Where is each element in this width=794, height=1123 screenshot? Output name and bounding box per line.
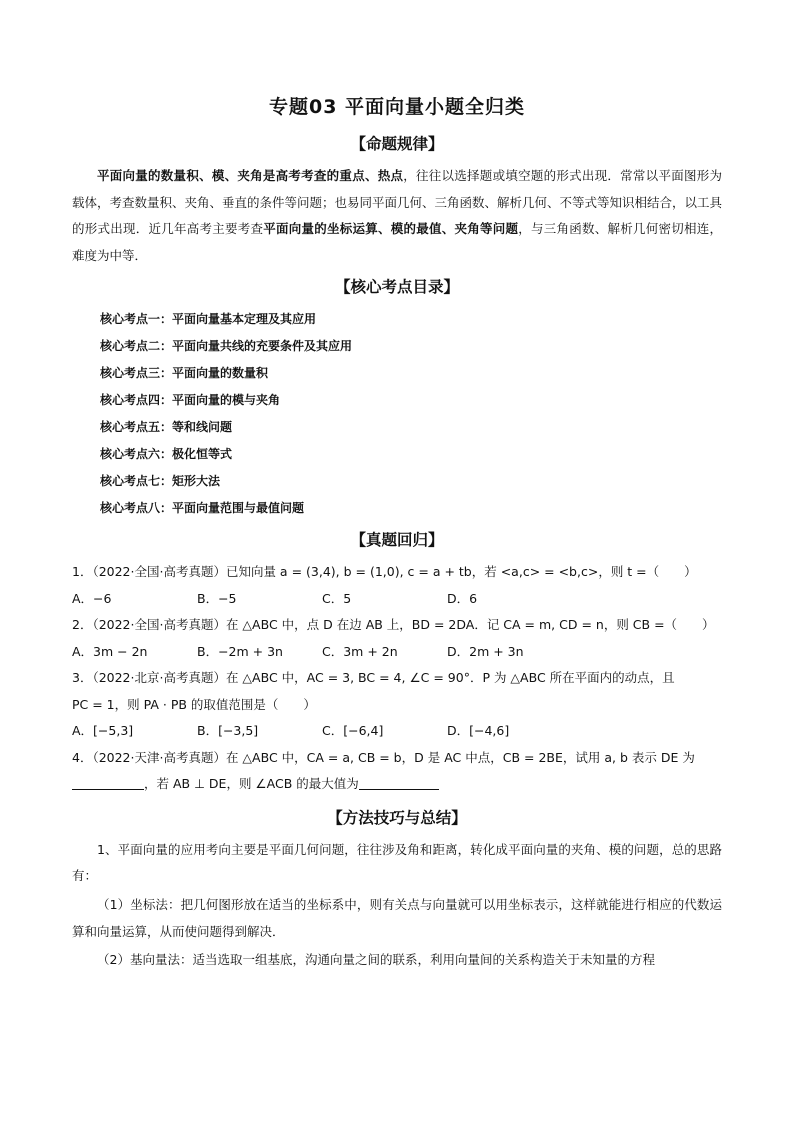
rule-text-1: ，往往以选择题或填空题的形式出现．常常以平面图形为载体，考查数量积、夹角、垂直的条件等问题；也易同平面几何、三角函数、解析几何、不等式等知识相结合，以工具的形式出现．近几年高考主要考查 xyxy=(72,168,723,237)
page-title: 专题03 平面向量小题全归类 xyxy=(268,96,526,118)
rule-paragraph xyxy=(72,163,722,269)
toc-list xyxy=(72,306,722,522)
method-paragraph-1b: （2）基向量法：适当选取一组基底，沟通向量之间的联系，利用向量间的关系构造关于未知量的方程 xyxy=(97,952,655,968)
real-heading: 【真题回归】 xyxy=(350,531,444,550)
option-d: D．[−4,6] xyxy=(447,723,510,739)
option-c: C．[−6,4] xyxy=(322,723,384,739)
method-paragraph-1a: （1）坐标法：把几何图形放在适当的坐标系中，则有关点与向量就可以用坐标表示，这样就能进行相应的代数运算和向量运算，从而使问题得到解决． xyxy=(72,897,722,939)
question-3-stem-line1: 3．（2022·北京·高考真题）在 △ABC 中，AC = 3, BC = 4, ∠C = 90°．P 为 △ABC 所在平面内的动点，且 xyxy=(72,670,675,686)
option-d: D．2m + 3n xyxy=(447,643,524,659)
toc-item: 核心考点八：平面向量范围与最值问题 xyxy=(100,501,305,516)
question-3-stem-line2: PC = 1，则 PA · PB 的取值范围是（ ） xyxy=(72,696,316,712)
option-a: A．3m − 2n xyxy=(72,643,148,659)
question-4-stem-line1: 4．（2022·天津·高考真题）在 △ABC 中，CA = a, CB = b，D 是 AC 中点，CB = 2BE，试用 a, b 表示 DE 为 xyxy=(72,749,695,765)
option-c: C．3m + 2n xyxy=(322,643,398,659)
option-c: C．5 xyxy=(322,590,352,606)
question-1-stem: 1．（2022·全国·高考真题）已知向量 a = (3,4), b = (1,0), c = a + tb，若 <a,c> = <b,c>，则 t =（ ） xyxy=(72,564,697,580)
option-a: A．−6 xyxy=(72,590,112,606)
question-3-options xyxy=(72,718,722,745)
question-2-stem: 2．（2022·全国·高考真题）在 △ABC 中，点 D 在边 AB 上，BD = 2DA．记 CA = m, CD = n，则 CB =（ ） xyxy=(72,617,715,633)
question-2-options xyxy=(72,639,722,666)
toc-item: 核心考点一：平面向量基本定理及其应用 xyxy=(100,312,317,327)
option-b: B．[−3,5] xyxy=(197,723,259,739)
rule-text-2: ，与三角函数、解析几何密切相连，难度为中等． xyxy=(72,221,722,263)
document-page xyxy=(72,92,722,976)
answer-blank-2[interactable] xyxy=(359,775,439,790)
toc-heading: 【核心考点目录】 xyxy=(334,278,459,297)
option-d: D．6 xyxy=(447,590,478,606)
option-b: B．−2m + 3n xyxy=(197,643,283,659)
answer-blank-1[interactable] xyxy=(72,775,144,790)
rule-bold-1: 平面向量的数量积、模、夹角是高考考查的重点、热点 xyxy=(97,168,404,183)
option-b: B．−5 xyxy=(197,590,237,606)
question-4-middle: ，若 AB ⊥ DE，则 ∠ACB 的最大值为 xyxy=(144,776,359,792)
toc-item: 核心考点五：等和线问题 xyxy=(100,420,233,435)
rule-heading: 【命题规律】 xyxy=(350,135,444,153)
toc-item: 核心考点六：极化恒等式 xyxy=(100,447,233,462)
method-paragraph-1: 1、平面向量的应用考向主要是平面几何问题，往往涉及角和距离，转化成平面向量的夹角、模的问题，总的思路有： xyxy=(72,841,722,884)
question-1-options xyxy=(72,586,722,613)
rule-bold-2: 平面向量的坐标运算、模的最值、夹角等问题 xyxy=(263,221,519,237)
toc-item: 核心考点四：平面向量的模与夹角 xyxy=(100,393,281,408)
option-a: A．[−5,3] xyxy=(72,723,134,739)
toc-item: 核心考点二：平面向量共线的充要条件及其应用 xyxy=(100,339,353,354)
method-heading: 【方法技巧与总结】 xyxy=(327,808,467,827)
toc-item: 核心考点七：矩形大法 xyxy=(100,474,221,489)
question-4-stem-line2 xyxy=(72,771,722,798)
toc-item: 核心考点三：平面向量的数量积 xyxy=(100,366,269,381)
